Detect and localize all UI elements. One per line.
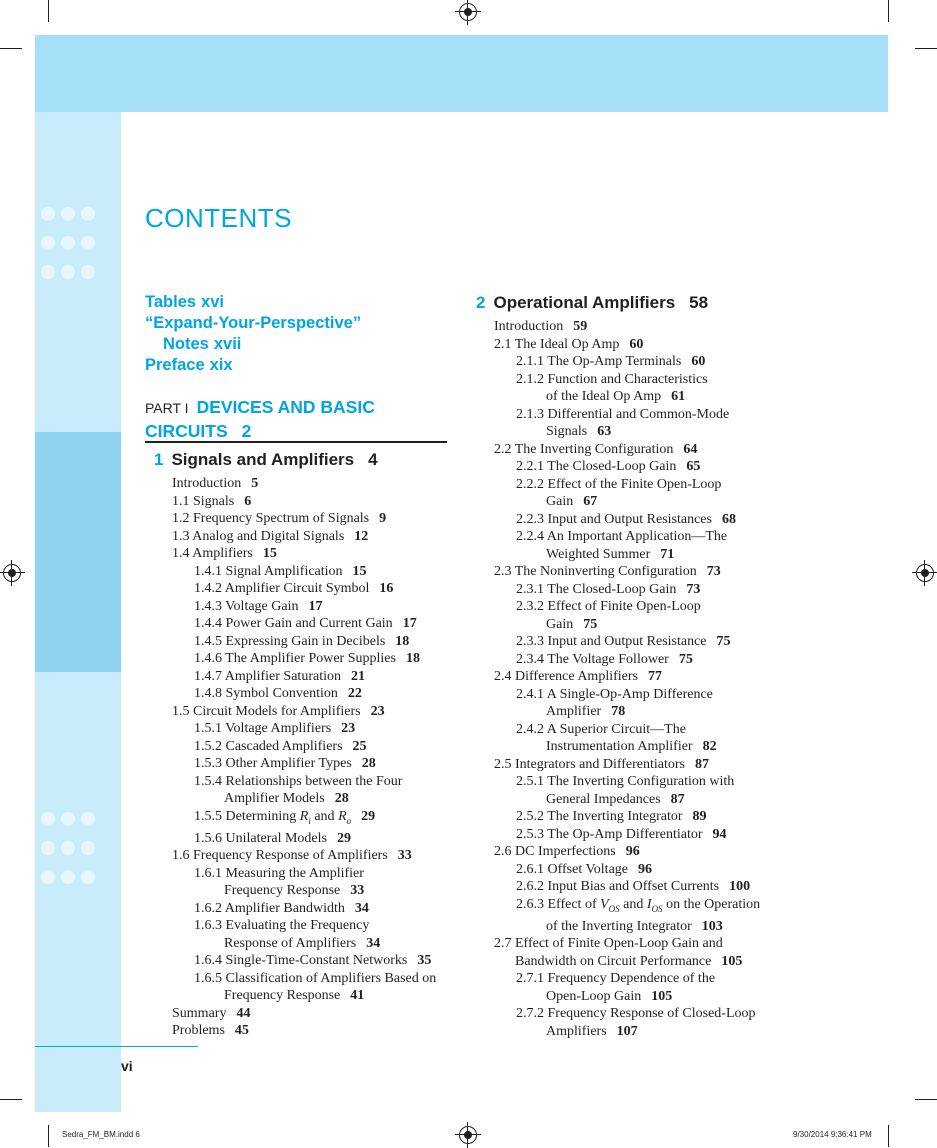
- toc-entry-page: 59: [573, 319, 588, 334]
- toc-entry-title: 1.2 Frequency Spectrum of Signals: [172, 511, 370, 526]
- toc-entry-title: 1.1 Signals: [172, 493, 235, 509]
- crop-mark: [915, 48, 937, 49]
- toc-entry-page: 67: [583, 494, 598, 509]
- toc-entry-page: 9: [379, 511, 387, 526]
- toc-entry-title: General Impedances: [546, 791, 661, 807]
- toc-entry[interactable]: [494, 406, 794, 424]
- toc-entry[interactable]: [494, 808, 794, 826]
- math-subscript: OS: [608, 903, 620, 914]
- toc-entry-page: 17: [308, 598, 323, 614]
- toc-entry[interactable]: [494, 1023, 794, 1041]
- toc-entry-page: 75: [716, 634, 731, 649]
- toc-entry-title: Weighted Summer: [546, 546, 651, 562]
- toc-entry[interactable]: [494, 988, 794, 1006]
- toc-entry[interactable]: [494, 843, 794, 861]
- toc-entry[interactable]: [494, 1005, 794, 1023]
- toc-entry-title: 2.3.4 The Voltage Follower: [516, 651, 669, 667]
- toc-entry-page: 15: [352, 563, 367, 579]
- toc-entry[interactable]: [494, 371, 794, 389]
- toc-entry-title: 2.6.1 Offset Voltage: [516, 861, 628, 877]
- toc-entry-title: Instrumentation Amplifier: [546, 739, 693, 754]
- toc-entry-page: 60: [691, 354, 706, 369]
- toc-entry-page: 65: [686, 459, 701, 474]
- registration-mark-icon: [916, 564, 934, 582]
- toc-entry[interactable]: [494, 546, 794, 564]
- toc-entry-title: 1.4.4 Power Gain and Current Gain: [194, 616, 393, 631]
- toc-entry[interactable]: [172, 580, 472, 598]
- toc-entry[interactable]: [494, 616, 794, 634]
- toc-entry-title: 1.5 Circuit Models for Amplifiers: [172, 703, 361, 719]
- toc-entry[interactable]: [494, 563, 794, 581]
- toc-entry[interactable]: [172, 563, 472, 581]
- front-matter-item[interactable]: Notes xvii: [163, 335, 242, 353]
- toc-entry-page: 105: [721, 953, 743, 969]
- registration-mark-icon: [459, 3, 477, 21]
- toc-entry-page: 96: [625, 844, 640, 859]
- crop-mark: [0, 48, 22, 49]
- toc-entry[interactable]: [172, 830, 472, 848]
- decorative-side-strip: [35, 112, 121, 1112]
- toc-entry-title: 1.6.2 Amplifier Bandwidth: [194, 900, 345, 916]
- crop-mark: [0, 1099, 22, 1100]
- toc-entry-title: 1.5.1 Voltage Amplifiers: [194, 721, 332, 736]
- chapter-heading[interactable]: 2 Operational Amplifiers 58: [476, 293, 709, 312]
- toc-entry-title: Bandwidth on Circuit Performance: [515, 953, 712, 969]
- toc-entry[interactable]: [494, 738, 794, 756]
- toc-entry-title: Problems: [172, 1023, 225, 1039]
- page-number: vi: [121, 1058, 133, 1074]
- toc-entry-page: 77: [647, 669, 662, 684]
- toc-entry-page: 73: [686, 581, 701, 597]
- toc-entry[interactable]: [172, 987, 472, 1005]
- toc-entry-title: 1.4.8 Symbol Convention: [194, 686, 338, 701]
- toc-entry[interactable]: [172, 720, 472, 738]
- toc-entry-title: Amplifier: [546, 704, 602, 719]
- toc-entry[interactable]: [172, 808, 472, 830]
- toc-entry[interactable]: [172, 685, 472, 703]
- toc-entry-title: 2.2.2 Effect of the Finite Open-Loop: [516, 476, 722, 492]
- toc-entry[interactable]: [172, 738, 472, 756]
- toc-entry-page: 17: [402, 616, 417, 631]
- toc-entry[interactable]: [494, 703, 794, 721]
- toc-entry-title: 1.4.1 Signal Amplification: [194, 563, 343, 579]
- toc-entry-title: 2.5.3 The Op-Amp Differentiator: [516, 826, 703, 842]
- toc-entry[interactable]: [172, 970, 472, 988]
- chapter-entry-list: [494, 318, 794, 1040]
- toc-entry-page: 103: [701, 918, 723, 934]
- toc-entry[interactable]: [172, 882, 472, 900]
- toc-entry[interactable]: [494, 581, 794, 599]
- toc-entry[interactable]: [172, 773, 472, 791]
- crop-mark: [48, 1125, 49, 1147]
- math-symbol: R: [338, 808, 347, 824]
- toc-entry-title: 2.5.2 The Inverting Integrator: [516, 809, 683, 824]
- toc-entry-page: 33: [350, 883, 365, 899]
- toc-entry-title: 2.6.2 Input Bias and Offset Currents: [516, 879, 720, 894]
- toc-entry-title: 1.5.4 Relationships between the Four: [194, 773, 403, 789]
- toc-entry-title: Response of Amplifiers: [224, 935, 357, 951]
- toc-entry-title: 2.3 The Noninverting Configuration: [494, 564, 697, 579]
- toc-entry[interactable]: [172, 952, 472, 970]
- toc-entry-title: of the Ideal Op Amp: [546, 389, 662, 404]
- chapter-entry-list: [172, 475, 472, 1040]
- toc-entry-title: Introduction: [494, 319, 564, 334]
- toc-entry-page: 28: [334, 791, 349, 806]
- toc-entry[interactable]: [172, 493, 472, 511]
- footer-rule: [35, 1046, 198, 1047]
- toc-entry[interactable]: [494, 668, 794, 686]
- page-title: CONTENTS: [145, 203, 292, 233]
- registration-mark-icon: [3, 564, 21, 582]
- toc-entry-title: 1.6.5 Classification of Amplifiers Based on: [194, 970, 437, 986]
- toc-entry[interactable]: [172, 528, 472, 546]
- toc-entry[interactable]: [494, 598, 794, 616]
- toc-entry-page: 5: [251, 476, 259, 491]
- toc-entry-page: 21: [350, 668, 365, 684]
- toc-entry-page: 87: [670, 791, 685, 807]
- toc-entry-page: 18: [405, 651, 420, 666]
- toc-entry[interactable]: [494, 633, 794, 651]
- toc-entry-title: 2.3.2 Effect of Finite Open-Loop: [516, 599, 701, 614]
- dot-pattern-lower: [41, 812, 121, 899]
- toc-entry[interactable]: [494, 493, 794, 511]
- part-heading: PART I DEVICES AND BASIC CIRCUITS 2: [145, 397, 375, 441]
- toc-entry-page: 75: [678, 651, 693, 667]
- toc-entry[interactable]: [494, 458, 794, 476]
- front-matter-item[interactable]: Tables xvi: [145, 293, 224, 311]
- math-subscript: o: [346, 815, 352, 826]
- crop-mark: [915, 1099, 937, 1100]
- toc-entry-title: 2.3.3 Input and Output Resistance: [516, 634, 707, 649]
- toc-entry-title: 2.4 Difference Amplifiers: [494, 669, 638, 684]
- toc-entry-title: Amplifier Models: [224, 791, 325, 806]
- toc-entry-page: 33: [397, 848, 412, 864]
- toc-entry[interactable]: [494, 826, 794, 844]
- part-divider: [145, 441, 447, 443]
- toc-entry[interactable]: [172, 510, 472, 528]
- toc-entry-title: Introduction: [172, 476, 242, 491]
- toc-entry-title: 2.6.3 Effect of: [516, 896, 597, 912]
- toc-entry[interactable]: [172, 900, 472, 918]
- toc-entry-title: 1.4 Amplifiers: [172, 546, 253, 561]
- toc-entry-title: 1.6.3 Evaluating the Frequency: [194, 918, 370, 934]
- toc-entry[interactable]: [494, 861, 794, 879]
- toc-entry-page: 6: [244, 493, 252, 509]
- toc-entry-page: 45: [234, 1023, 249, 1039]
- toc-entry[interactable]: [172, 1022, 472, 1040]
- dot-pattern: [41, 207, 121, 294]
- toc-entry-page: 94: [712, 826, 727, 842]
- toc-entry[interactable]: [172, 545, 472, 563]
- toc-entry-title: Frequency Response: [224, 988, 341, 1004]
- toc-entry-page: 28: [361, 756, 376, 771]
- chapter-heading[interactable]: 1 Signals and Amplifiers 4: [154, 450, 378, 469]
- toc-entry-title: 2.5.1 The Inverting Configuration with: [516, 774, 735, 789]
- toc-entry-title: 2.2.3 Input and Output Resistances: [516, 511, 712, 527]
- math-subscript: OS: [651, 903, 663, 914]
- toc-entry-page: 105: [651, 988, 673, 1004]
- front-matter-list: [145, 292, 361, 376]
- front-matter-item[interactable]: “Expand-Your-Perspective”: [145, 314, 362, 332]
- toc-entry-title: 1.4.6 The Amplifier Power Supplies: [194, 651, 396, 666]
- toc-entry[interactable]: [494, 353, 794, 371]
- toc-entry-title: 1.6.1 Measuring the Amplifier: [194, 865, 364, 881]
- toc-entry-title: 2.4.2 A Superior Circuit—The: [516, 721, 686, 737]
- toc-entry-page: 25: [352, 738, 367, 754]
- toc-entry-title: 2.7.1 Frequency Dependence of the: [516, 971, 716, 987]
- toc-entry-page: 35: [417, 953, 432, 969]
- toc-entry[interactable]: [172, 475, 472, 493]
- file-slug: Sedra_FM_BM.indd 6: [62, 1130, 140, 1139]
- toc-entry-page: 41: [350, 988, 365, 1004]
- crop-mark: [888, 0, 889, 22]
- crop-mark: [888, 1125, 889, 1147]
- toc-entry-page: 16: [379, 581, 394, 596]
- toc-entry[interactable]: [494, 935, 794, 953]
- toc-entry-page: 18: [395, 633, 410, 649]
- toc-entry-title: 2.1.3 Differential and Common-Mode: [516, 406, 730, 422]
- toc-entry-title: 1.6 Frequency Response of Amplifiers: [172, 848, 388, 864]
- toc-entry-title: 2.6 DC Imperfections: [494, 844, 616, 859]
- toc-entry[interactable]: [494, 511, 794, 529]
- toc-entry-title: 1.4.3 Voltage Gain: [194, 598, 299, 614]
- toc-entry-title: 1.4.5 Expressing Gain in Decibels: [194, 633, 386, 649]
- toc-entry-page: 29: [336, 830, 351, 846]
- toc-entry-title: 2.2.4 An Important Application—The: [516, 529, 728, 544]
- toc-entry-title: Open-Loop Gain: [546, 988, 642, 1004]
- toc-entry[interactable]: [172, 703, 472, 721]
- toc-entry-page: 34: [366, 935, 381, 951]
- toc-entry[interactable]: [494, 953, 794, 971]
- toc-entry-page: 107: [616, 1023, 638, 1039]
- toc-entry-title: Summary: [172, 1005, 227, 1021]
- toc-entry[interactable]: [494, 878, 794, 896]
- toc-entry-title: 2.2.1 The Closed-Loop Gain: [516, 459, 677, 474]
- toc-entry-page: 23: [341, 721, 356, 736]
- toc-entry-title: of the Inverting Integrator: [546, 918, 692, 934]
- toc-entry-title: 1.5.2 Cascaded Amplifiers: [194, 738, 343, 754]
- toc-entry-title: 2.1.2 Function and Characteristics: [516, 371, 708, 387]
- math-symbol: I: [646, 896, 652, 912]
- toc-entry-page: 68: [721, 511, 736, 527]
- header-band: [35, 35, 888, 112]
- toc-entry-title: 1.4.2 Amplifier Circuit Symbol: [194, 581, 370, 596]
- crop-mark: [48, 0, 49, 22]
- toc-entry[interactable]: [172, 598, 472, 616]
- toc-entry[interactable]: [172, 847, 472, 865]
- toc-entry[interactable]: [494, 918, 794, 936]
- toc-entry[interactable]: [172, 790, 472, 808]
- toc-entry-title: Gain: [546, 494, 574, 509]
- toc-entry-title: Gain: [546, 616, 574, 632]
- toc-entry-page: 73: [706, 564, 721, 579]
- toc-entry[interactable]: [494, 388, 794, 406]
- toc-entry-page: 64: [683, 441, 698, 457]
- math-symbol: V: [600, 896, 609, 912]
- toc-entry[interactable]: [172, 650, 472, 668]
- toc-entry-title: 1.5.3 Other Amplifier Types: [194, 756, 352, 771]
- toc-entry-page: 71: [660, 546, 675, 562]
- toc-entry-title: 2.2 The Inverting Configuration: [494, 441, 674, 457]
- toc-entry[interactable]: [494, 528, 794, 546]
- toc-entry[interactable]: [494, 651, 794, 669]
- toc-entry-page: 82: [702, 739, 717, 754]
- toc-entry-page: 63: [597, 424, 612, 439]
- toc-entry-title: 2.3.1 The Closed-Loop Gain: [516, 581, 677, 597]
- toc-entry-title: 2.7.2 Frequency Response of Closed-Loop: [516, 1006, 756, 1022]
- toc-entry-page: 75: [583, 616, 598, 632]
- toc-entry[interactable]: [494, 756, 794, 774]
- toc-entry-page: 29: [361, 808, 376, 824]
- toc-entry-title: 2.1 The Ideal Op Amp: [494, 336, 620, 352]
- toc-entry-title: Frequency Response: [224, 883, 341, 899]
- toc-entry[interactable]: [172, 865, 472, 883]
- toc-entry[interactable]: [494, 970, 794, 988]
- registration-mark-icon: [459, 1126, 477, 1144]
- circuit-board-pattern: [35, 432, 121, 672]
- toc-entry[interactable]: [172, 668, 472, 686]
- toc-entry-text: and: [314, 808, 335, 824]
- toc-entry-text: on the Operation: [666, 896, 761, 912]
- toc-entry-page: 78: [611, 704, 626, 719]
- toc-entry[interactable]: [494, 336, 794, 354]
- toc-entry-title: 2.1.1 The Op-Amp Terminals: [516, 354, 682, 369]
- toc-entry-text: and: [623, 896, 644, 912]
- toc-entry[interactable]: [172, 935, 472, 953]
- toc-entry-title: 2.5 Integrators and Differentiators: [494, 756, 686, 772]
- toc-entry-title: Signals: [546, 424, 588, 439]
- toc-entry[interactable]: [172, 917, 472, 935]
- toc-entry-page: 60: [629, 336, 644, 352]
- toc-entry[interactable]: [172, 1005, 472, 1023]
- toc-entry-title: 1.5.5 Determining: [194, 808, 297, 824]
- timestamp-slug: 9/30/2014 9:36:41 PM: [793, 1130, 872, 1139]
- toc-entry[interactable]: [172, 633, 472, 651]
- toc-entry-page: 12: [354, 528, 369, 544]
- toc-entry[interactable]: [172, 615, 472, 633]
- toc-entry[interactable]: [172, 755, 472, 773]
- toc-entry[interactable]: [494, 791, 794, 809]
- toc-entry[interactable]: [494, 773, 794, 791]
- toc-entry[interactable]: [494, 318, 794, 336]
- toc-entry-page: 87: [695, 756, 710, 772]
- toc-entry-title: 2.4.1 A Single-Op-Amp Difference: [516, 686, 713, 702]
- toc-entry[interactable]: [494, 476, 794, 494]
- toc-entry[interactable]: [494, 896, 794, 918]
- math-symbol: R: [299, 808, 309, 824]
- toc-entry-page: 44: [236, 1005, 251, 1021]
- toc-entry[interactable]: [494, 686, 794, 704]
- toc-entry-title: 2.7 Effect of Finite Open-Loop Gain and: [494, 936, 723, 952]
- toc-entry-page: 23: [370, 703, 385, 719]
- toc-entry-title: 1.3 Analog and Digital Signals: [172, 528, 345, 544]
- toc-entry[interactable]: [494, 423, 794, 441]
- toc-entry-title: 1.4.7 Amplifier Saturation: [194, 668, 341, 684]
- toc-entry-title: 1.5.6 Unilateral Models: [194, 830, 327, 846]
- toc-entry-page: 89: [692, 809, 707, 824]
- toc-entry-page: 61: [671, 389, 686, 404]
- toc-entry-title: Amplifiers: [546, 1023, 607, 1039]
- math-subscript: i: [308, 815, 311, 826]
- toc-entry[interactable]: [494, 721, 794, 739]
- toc-entry[interactable]: [494, 441, 794, 459]
- toc-entry-page: 34: [354, 900, 369, 916]
- toc-entry-page: 22: [347, 686, 362, 701]
- front-matter-item[interactable]: Preface xix: [145, 356, 233, 374]
- toc-entry-page: 100: [729, 879, 751, 894]
- toc-entry-page: 15: [262, 546, 277, 561]
- toc-entry-title: 1.6.4 Single-Time-Constant Networks: [194, 953, 408, 969]
- toc-entry-page: 96: [638, 861, 652, 877]
